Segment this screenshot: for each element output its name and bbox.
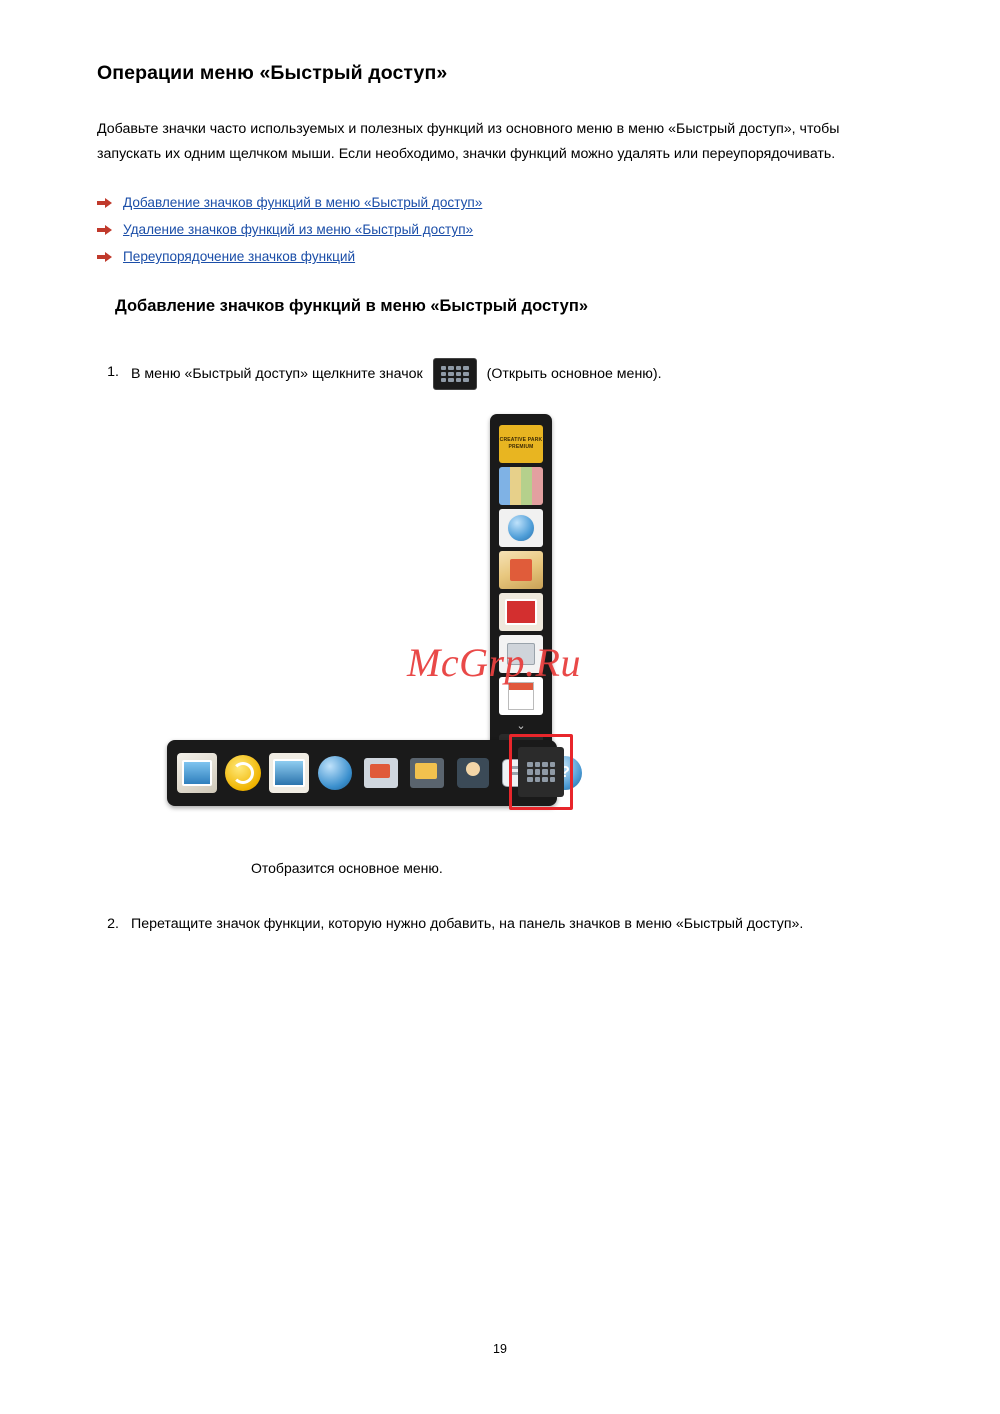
calendar-tile[interactable] xyxy=(499,677,543,715)
link-add-icons[interactable]: Добавление значков функций в меню «Быстрый доступ» xyxy=(123,195,483,210)
list-item[interactable] xyxy=(97,247,897,267)
scan-app-icon[interactable] xyxy=(269,753,309,793)
box-tile[interactable] xyxy=(499,635,543,673)
photo-strip-tile[interactable] xyxy=(499,467,543,505)
red-photo-graphic xyxy=(505,599,537,625)
step-text: Перетащите значок функции, которую нужно добавить, на панель значков в меню «Быстрый доступ». xyxy=(131,916,804,932)
step-text-after: (Открыть основное меню). xyxy=(486,365,662,382)
list-item[interactable] xyxy=(97,220,897,240)
section-title: Добавление значков функций в меню «Быстрый доступ» xyxy=(115,297,588,315)
step-1 xyxy=(97,358,897,390)
link-remove-icons[interactable]: Удаление значков функций из меню «Быстрый доступ» xyxy=(123,222,474,237)
intro-paragraph: Добавьте значки часто используемых и полезных функций из основного меню в меню «Быстрый доступ», чтобы запускать их одним щелчком мыши. Если необходимо, значки функций можно удалять или переупорядочивать. xyxy=(97,121,840,162)
dot-grid xyxy=(441,366,469,382)
photo-app-icon[interactable] xyxy=(177,753,217,793)
step-2 xyxy=(97,910,897,938)
chevron-down-icon[interactable]: ⌄ xyxy=(516,720,526,732)
step-number: 2. xyxy=(107,916,119,932)
arrow-bullet-icon xyxy=(97,250,113,264)
page-title: Операции меню «Быстрый доступ» xyxy=(97,62,448,84)
steps-list-continued xyxy=(97,910,897,938)
user-icon[interactable] xyxy=(453,753,493,793)
creative-park-premium-tile[interactable] xyxy=(499,425,543,463)
globe-tile[interactable] xyxy=(499,509,543,547)
step-text xyxy=(131,358,897,390)
main-menu-panel xyxy=(490,414,552,764)
arrow-bullet-icon xyxy=(97,223,113,237)
figure-caption: Отобразится основное меню. xyxy=(251,860,443,876)
related-links-list xyxy=(97,193,897,267)
page-content xyxy=(97,62,897,942)
globe-icon[interactable] xyxy=(315,753,355,793)
card-graphic xyxy=(510,559,532,581)
steps-list xyxy=(97,358,897,390)
figure-quick-access-menu xyxy=(97,414,897,834)
step-text-before: В меню «Быстрый доступ» щелкните значок xyxy=(131,365,423,382)
calendar-graphic xyxy=(508,682,534,710)
box-graphic xyxy=(507,643,535,665)
creative-park-premium-label: CREATIVE PARK PREMIUM xyxy=(499,437,543,450)
open-main-menu-icon xyxy=(433,358,477,390)
watermark: McGrp.Ru xyxy=(407,640,581,685)
list-item[interactable] xyxy=(97,193,897,213)
cart-icon[interactable] xyxy=(361,753,401,793)
step-number: 1. xyxy=(107,364,119,380)
link-reorder-icons[interactable]: Переупорядочение значков функций xyxy=(123,249,356,264)
highlight-rectangle xyxy=(509,734,573,810)
card-tile[interactable] xyxy=(499,551,543,589)
arrow-bullet-icon xyxy=(97,196,113,210)
shop-icon[interactable] xyxy=(407,753,447,793)
red-photo-tile[interactable] xyxy=(499,593,543,631)
quick-access-bar xyxy=(167,740,557,806)
page-number: 19 xyxy=(493,1342,507,1356)
wireless-icon[interactable] xyxy=(223,753,263,793)
globe-icon xyxy=(507,514,535,542)
